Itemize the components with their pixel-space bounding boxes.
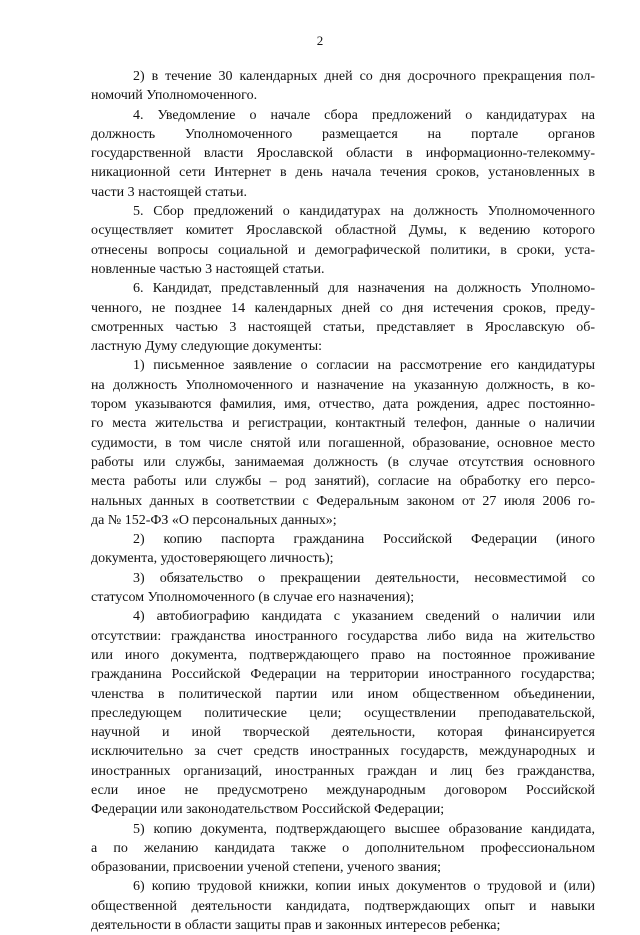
text-line: го места жительства и регистрации, контактный телефон, данные о наличии bbox=[91, 416, 595, 432]
text-line: образовании, присвоении ученой степени, ученого звания; bbox=[91, 860, 442, 876]
text-line: научной и иной творческой деятельности, которая финансируется bbox=[91, 725, 595, 741]
text-line: да № 152-ФЗ «О персональных данных»; bbox=[91, 512, 337, 528]
text-line: или иного документа, подтверждающего право на постоянное проживание bbox=[91, 647, 595, 663]
text-line: 6) копию трудовой книжки, копии иных документов о трудовой и (или) bbox=[133, 879, 595, 895]
text-line: 3) обязательство о прекращении деятельности, несовместимой со bbox=[133, 570, 595, 586]
text-line: отнесены вопросы социальной и демографической политики, в сроки, уста- bbox=[91, 242, 595, 258]
text-line: иностранных организаций, иностранных граждан и лиц без гражданства, bbox=[91, 763, 595, 779]
text-line: работы или службы, занимаемая должность (в случае отсутствия основного bbox=[91, 454, 595, 470]
text-line: а по желанию кандидата также о дополнительном профессиональном bbox=[91, 840, 595, 856]
text-line: номочий Уполномоченного. bbox=[91, 88, 258, 104]
text-line: смотренных частью 3 настоящей статьи, представляет в Ярославскую об- bbox=[91, 319, 595, 335]
text-line: государственной власти Ярославской области в информационно-телекомму- bbox=[91, 146, 595, 162]
text-line: членства в политической партии или ином общественном объединении, bbox=[91, 686, 595, 702]
text-line: новленные частью 3 настоящей статьи. bbox=[91, 261, 325, 277]
text-line: общественной деятельности кандидата, подтверждающих опыт и навыки bbox=[91, 898, 595, 914]
text-line: на должность Уполномоченного и назначение на указанную должность, в ко- bbox=[91, 377, 595, 393]
text-line: должность Уполномоченного размещается на портале органов bbox=[91, 126, 595, 142]
text-line: ластную Думу следующие документы: bbox=[91, 339, 323, 355]
text-line: 5. Сбор предложений о кандидатурах на должность Уполномоченного bbox=[133, 204, 595, 220]
text-line: преследующем политические цели; осуществлении преподавательской, bbox=[91, 705, 595, 721]
text-line: нальных данных в соответствии с Федеральным законом от 27 июля 2006 го- bbox=[91, 493, 595, 509]
text-line: 2) в течение 30 календарных дней со дня досрочного прекращения пол- bbox=[133, 69, 595, 84]
text-line: части 3 настоящей статьи. bbox=[91, 184, 247, 200]
text-line: статусом Уполномоченного (в случае его назначения); bbox=[91, 590, 415, 606]
text-line: судимости, в том числе снятой или погашенной, образование, основное место bbox=[91, 435, 595, 451]
text-line: 4. Уведомление о начале сбора предложений о кандидатурах на bbox=[133, 107, 595, 123]
text-line: отсутствии: гражданства иностранного государства либо вида на жительство bbox=[91, 628, 595, 644]
text-line: Федерации или законодательством Российской Федерации; bbox=[91, 802, 445, 818]
text-line: осуществляет комитет Ярославской областной Думы, к ведению которого bbox=[91, 223, 595, 239]
text-line: 1) письменное заявление о согласии на рассмотрение его кандидатуры bbox=[133, 358, 595, 374]
text-line: 4) автобиографию кандидата с указанием сведений о наличии или bbox=[133, 609, 595, 625]
page-number: 2 bbox=[316, 33, 324, 48]
text-line: места работы или службы – род занятий), согласие на обработку его персо- bbox=[91, 474, 595, 490]
text-line: документа, удостоверяющего личность); bbox=[91, 551, 334, 567]
text-line: никационной сети Интернет в день начала течения сроков, установленных в bbox=[91, 165, 595, 181]
document-body bbox=[91, 67, 595, 935]
text-line: ченного, не позднее 14 календарных дней со дня истечения сроков, преду- bbox=[91, 300, 595, 316]
text-line: гражданина Российской Федерации на территории иностранного государства; bbox=[91, 667, 595, 683]
text-line: 6. Кандидат, представленный для назначения на должность Уполномо- bbox=[133, 281, 595, 297]
text-line: если иное не предусмотрено международным договором Российской bbox=[91, 782, 595, 798]
text-line: тором указываются фамилия, имя, отчество, дата рождения, адрес постоянно- bbox=[91, 397, 595, 413]
text-line: исключительно за счет средств иностранных государств, международных и bbox=[91, 744, 595, 760]
text-line: 5) копию документа, подтверждающего высшее образование кандидата, bbox=[133, 821, 595, 837]
text-line: деятельности в области защиты прав и законных интересов ребенка; bbox=[91, 918, 501, 934]
text-line: 2) копию паспорта гражданина Российской Федерации (иного bbox=[133, 532, 595, 548]
